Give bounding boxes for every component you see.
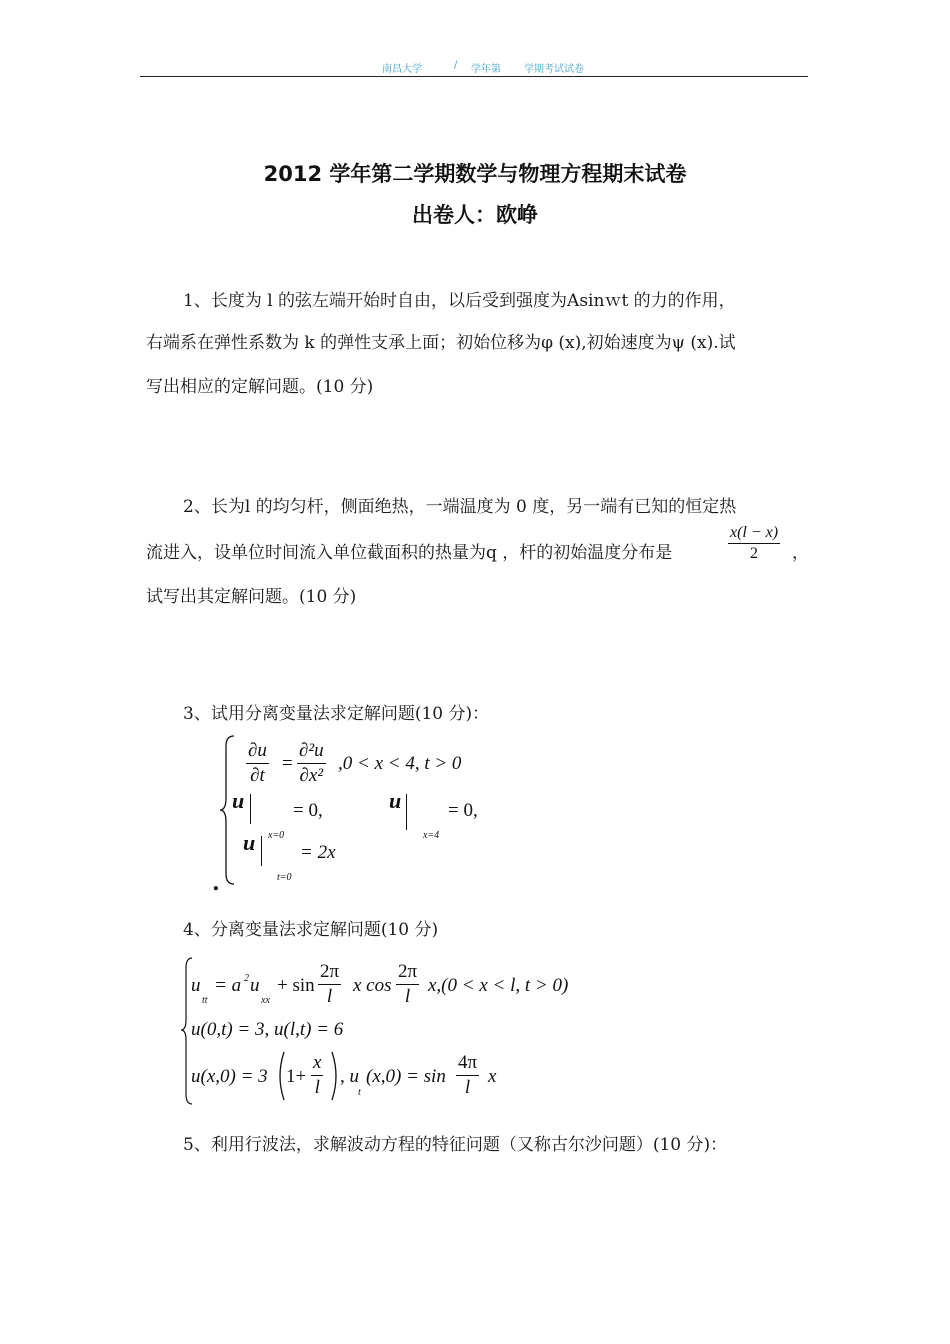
q3-ic-sub: t=0 — [277, 872, 292, 883]
header-rule — [140, 76, 808, 77]
q4-line1: 4、分离变量法求定解问题(10 分) — [183, 920, 439, 940]
q4-eq1-u: u — [191, 975, 201, 996]
q3-eq1-equals: = — [282, 753, 293, 774]
q1-line3: 写出相应的定解问题。(10 分) — [146, 377, 374, 397]
q3-bc-right-sub: x=4 — [423, 830, 440, 841]
q2-line3: 试写出其定解问题。(10 分) — [146, 587, 357, 607]
q4-eq1-a-sup: 2 — [244, 973, 249, 984]
q4-eq1-uxx-sub: xx — [261, 995, 270, 1006]
exam-title: 2012 学年第二学期数学与物理方程期末试卷 — [263, 162, 687, 186]
q2-line1: 2、长为l 的均匀杆，侧面绝热，一端温度为 0 度，另一端有已知的恒定热 — [183, 497, 737, 517]
q3-eq1-rhs-bar — [297, 763, 326, 764]
q4-eq3-ut: , u — [340, 1066, 359, 1087]
q4-frac4-num: 4π — [458, 1052, 478, 1073]
q4-frac1-num: 2π — [320, 961, 340, 982]
q4-eq3-frac4 — [456, 1052, 479, 1099]
q1-line2: 右端系在弹性系数为 k 的弹性支承上面；初始位移为φ (x),初始速度为ψ (x).试 — [146, 333, 736, 353]
q3-eq1-domain: ,0 < x < 4, t > 0 — [338, 753, 462, 774]
q4-frac3-num: x — [313, 1052, 322, 1073]
q4-frac2-den: l — [404, 986, 411, 1007]
q3-ic-value: = 2x — [300, 842, 336, 863]
q4-frac1-den: l — [326, 986, 333, 1007]
q3-line1: 3、试用分离变量法求定解问题(10 分)： — [183, 704, 490, 724]
q3-bc-right-u: u — [389, 788, 402, 813]
q4-frac1-bar — [318, 984, 341, 985]
q3-bc-left-u: u — [232, 788, 245, 813]
q4-eq1-frac1 — [318, 961, 341, 1008]
q4-eq3-x: x — [488, 1066, 497, 1087]
q4-frac3-bar — [311, 1075, 323, 1076]
header-exam: 学期考试试卷 — [524, 64, 584, 75]
q4-eq1-sin: + sin — [277, 975, 315, 996]
q4-eq1-uxx: u — [250, 975, 260, 996]
q4-eq3-ut-sub: t — [358, 1087, 361, 1098]
q4-eq3-lparen — [274, 1050, 286, 1102]
q4-eq2: u(0,t) = 3, u(l,t) = 6 — [191, 1019, 344, 1040]
q3-ic-u: u — [243, 830, 256, 855]
q4-eq3-one-plus: 1+ — [286, 1066, 307, 1087]
q2-line2-end: ， — [792, 543, 809, 563]
header-year: 学年第 — [471, 64, 501, 75]
q4-frac4-bar — [456, 1075, 479, 1076]
header-separator: / — [454, 60, 458, 71]
q4-frac2-num: 2π — [398, 961, 418, 982]
exam-author: 出卷人：欧峥 — [412, 203, 538, 227]
q5-line1: 5、利用行波法，求解波动方程的特征问题（又称古尔沙问题）(10 分)： — [183, 1135, 728, 1155]
q3-eq1-rhs-den: ∂x² — [299, 765, 324, 786]
q3-eq1-rhs-num: ∂²u — [299, 740, 324, 761]
q4-eq1-a: = a — [214, 975, 242, 996]
q3-eq1-rhs — [297, 740, 326, 787]
q4-frac4-den: l — [464, 1077, 471, 1098]
q4-eq3-lhs: u(x,0) = 3 — [191, 1066, 268, 1087]
q4-eq1-frac2 — [396, 961, 419, 1008]
q3-eq1-lhs-num: ∂u — [248, 740, 267, 761]
q4-eq1-tail: x,(0 < x < l, t > 0) — [428, 975, 569, 996]
header-school: 南昌大学 — [382, 64, 422, 75]
q3-eq1-lhs-bar — [246, 763, 269, 764]
q2-line2: 流进入，设单位时间流入单位截面积的热量为q ，杆的初始温度分布是 — [146, 543, 673, 563]
q3-eq1-lhs-den: ∂t — [250, 765, 265, 786]
q3-ic-bar — [261, 836, 262, 866]
q3-eq1-lhs — [246, 740, 269, 787]
q4-eq3-frac3 — [311, 1052, 323, 1099]
q4-frac3-den: l — [314, 1077, 320, 1098]
q3-dot: . — [212, 870, 220, 896]
q2-frac-bar — [728, 543, 780, 544]
q2-frac-numerator: x(l − x) — [730, 524, 779, 541]
q2-frac-denominator: 2 — [750, 545, 759, 562]
q3-bc-left-value: = 0, — [293, 800, 323, 821]
q4-eq1-u-sub: tt — [202, 995, 208, 1006]
q4-eq1-xcos: x cos — [353, 975, 392, 996]
q2-distribution-fraction — [728, 524, 780, 563]
q3-bc-left-sub: x=0 — [268, 830, 285, 841]
q3-bc-right-value: = 0, — [448, 800, 478, 821]
q3-bc-left-bar — [250, 794, 251, 824]
q1-line1: 1、长度为 l 的弦左端开始时自由，以后受到强度为Asinｗt 的力的作用， — [183, 291, 736, 311]
q3-bc-right-bar — [406, 794, 407, 830]
q4-eq3-rhs: (x,0) = sin — [366, 1066, 446, 1087]
q4-frac2-bar — [396, 984, 419, 985]
